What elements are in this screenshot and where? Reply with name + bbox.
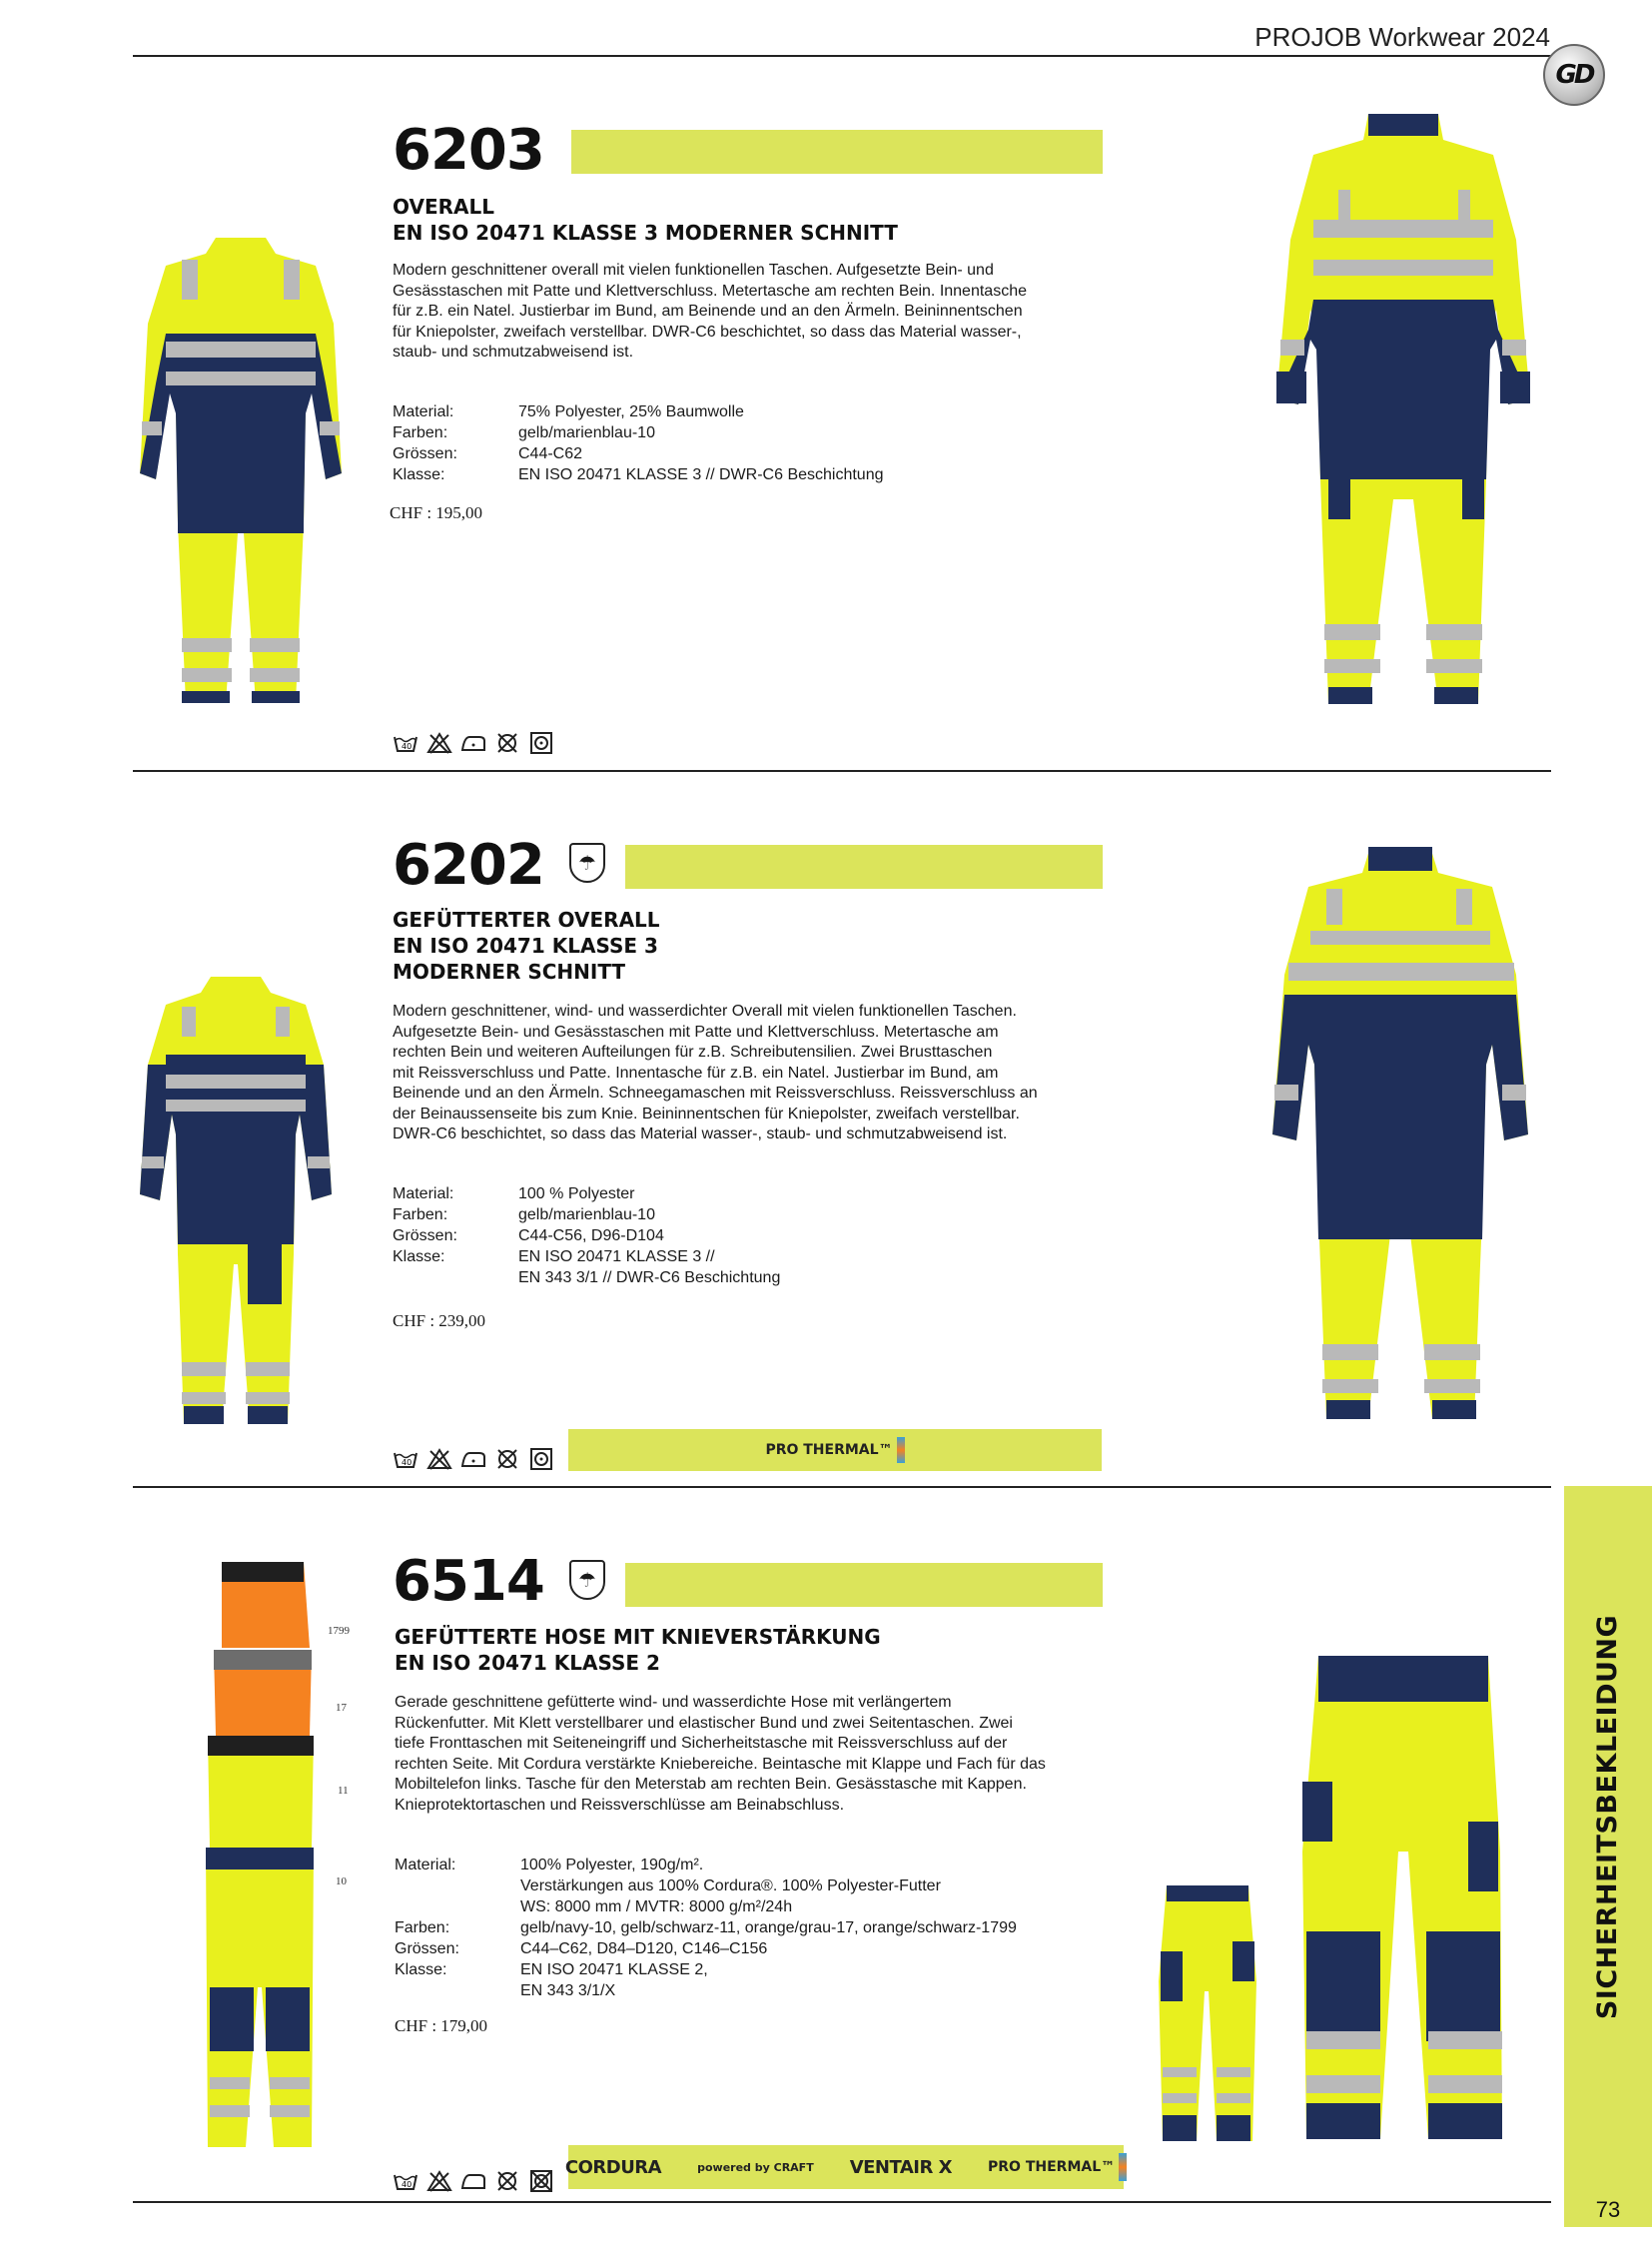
spec-label: Farben:: [395, 1919, 450, 1936]
spec-label: Klasse:: [393, 1248, 445, 1265]
desc-line: rechten Bein und weiteren Aufteilungen für z.B. Schreibutensilien. Zwei Brusttaschen: [393, 1044, 993, 1061]
spec-label: Klasse:: [393, 466, 445, 483]
spec-row: [395, 1959, 1017, 2001]
no-bleach-icon: [425, 1447, 453, 1471]
no-dryclean-icon: [493, 1447, 521, 1471]
spec-row: [393, 422, 884, 443]
bottom-rule: [133, 2201, 1551, 2203]
product-description: [395, 1693, 1046, 1816]
spec-label: Farben:: [393, 1206, 448, 1223]
wash-icon: [392, 1447, 419, 1471]
code-accent-bar: [571, 130, 1103, 174]
brand-name: powered by CRAFT: [697, 2160, 814, 2174]
desc-line: rechten Seite. Mit Cordura verstärkte Kniebereiche. Beintasche mit Klappe und Fach für das: [395, 1755, 1046, 1773]
desc-line: tiefe Fronttaschen mit Seiteneingriff und Sicherheitstasche mit Reissverschluss auf der: [395, 1735, 1008, 1752]
lined-overall-front-image: [1260, 845, 1540, 1424]
ventair-logo: [832, 2157, 970, 2178]
price: CHF : 195,00: [390, 503, 483, 522]
code-accent-bar: [625, 1563, 1103, 1607]
spec-label: Grössen:: [393, 445, 457, 462]
no-dryclean-icon: [493, 2169, 521, 2193]
svg-text:40: 40: [402, 1458, 413, 1467]
wash-icon: [392, 731, 419, 755]
spec-value: EN 343 3/1/X: [520, 1982, 616, 1999]
code-accent-bar: [625, 845, 1103, 889]
tumble-dry-icon: [527, 1447, 555, 1471]
price: CHF : 179,00: [395, 2016, 488, 2035]
title-line: GEFÜTTERTE HOSE MIT KNIEVERSTÄRKUNG: [395, 1625, 881, 1649]
spec-row: [393, 1225, 780, 1246]
spec-row: [393, 443, 884, 464]
section-divider: [133, 1486, 1551, 1488]
overall-front-image: [1268, 110, 1538, 709]
desc-line: Gerade geschnittene gefütterte wind- und wasserdichte Hose mit verlängertem: [395, 1694, 952, 1711]
variant-label: 17: [336, 1702, 347, 1714]
spec-row: [395, 1855, 1017, 1917]
tumble-dry-icon: [527, 731, 555, 755]
product-description: [393, 1002, 1038, 1145]
spec-table: [393, 1183, 780, 1288]
product-code: 6202: [393, 833, 544, 898]
desc-line: Aufgesetzte Bein- und Gesässtaschen mit Patte und Klettverschluss. Metertasche am: [393, 1023, 999, 1041]
header-title: PROJOB Workwear 2024: [1254, 22, 1550, 52]
spec-value: EN ISO 20471 KLASSE 2,: [520, 1961, 708, 1978]
spec-value: C44–C62, D84–D120, C146–C156: [520, 1940, 768, 1957]
care-icons: [392, 731, 555, 755]
spec-value: C44-C56, D96-D104: [518, 1227, 664, 1244]
spec-value: gelb/marienblau-10: [518, 1206, 655, 1223]
desc-line: für Kniepolster, zweifach verstellbar. DWR-C6 beschichtet, so dass das Material wasser-,: [393, 323, 1022, 341]
svg-text:40: 40: [402, 742, 413, 751]
section-divider: [133, 770, 1551, 772]
waterproof-shield-icon: ☂: [569, 1560, 605, 1600]
spec-row: [393, 1204, 780, 1225]
spec-row: [395, 1917, 1017, 1938]
spec-label: Klasse:: [395, 1961, 447, 1978]
spec-value: Verstärkungen aus 100% Cordura®. 100% Polyester-Futter: [520, 1877, 941, 1894]
spec-value: EN ISO 20471 KLASSE 3 // DWR-C6 Beschichtung: [518, 466, 884, 483]
spec-value: C44-C62: [518, 445, 583, 462]
desc-line: Mobiltelefon links. Tasche für den Meterstab am rechten Bein. Gesässtasche mit Kappen.: [395, 1776, 1027, 1793]
gd-logo-text: GD: [1555, 60, 1593, 90]
care-icons: [392, 1447, 555, 1471]
category-label: SICHERHEITSBEKLEIDUNG: [1592, 1614, 1624, 2019]
spec-value: EN ISO 20471 KLASSE 3 //: [518, 1248, 715, 1265]
product-title: [393, 194, 898, 246]
product-description: [393, 261, 1027, 364]
brand-bar: [564, 2145, 1124, 2189]
brand-name: VENTAIR X: [849, 2156, 953, 2178]
spec-value: 75% Polyester, 25% Baumwolle: [518, 403, 744, 420]
spec-row: [393, 1183, 780, 1204]
spec-value: gelb/navy-10, gelb/schwarz-11, orange/grau-17, orange/schwarz-1799: [520, 1919, 1017, 1936]
spec-table: [395, 1855, 1017, 2001]
pants-front-image: [1288, 1652, 1518, 2141]
spec-row: [393, 1246, 780, 1288]
waterproof-shield-icon: ☂: [569, 843, 605, 883]
lined-overall-back-image: [136, 975, 336, 1429]
header-rule: [133, 55, 1551, 57]
brand-name: PRO THERMAL™: [765, 1442, 893, 1458]
spec-value: EN 343 3/1 // DWR-C6 Beschichtung: [518, 1269, 781, 1286]
craft-logo: [679, 2161, 832, 2174]
desc-line: Rückenfutter. Mit Klett verstellbarer und elastischer Bund und zwei Seitentaschen. Zwei: [395, 1714, 1013, 1732]
desc-line: Gesässtaschen mit Patte und Klettverschluss. Metertasche am rechten Bein. Innentasche: [393, 282, 1027, 300]
spec-value: 100% Polyester, 190g/m².: [520, 1857, 704, 1873]
care-icons: [392, 2169, 555, 2193]
desc-line: staub- und schmutzabweisend ist.: [393, 344, 634, 361]
no-bleach-icon: [425, 731, 453, 755]
spec-label: Grössen:: [393, 1227, 457, 1244]
desc-line: DWR-C6 beschichtet, so dass das Material wasser-, staub- und schmutzabweisend ist.: [393, 1125, 1008, 1142]
iron-icon: [459, 1447, 487, 1471]
svg-text:40: 40: [402, 2180, 413, 2189]
pants-back-image: [1153, 1881, 1262, 2143]
spec-value: gelb/marienblau-10: [518, 424, 655, 441]
title-line: EN ISO 20471 KLASSE 3: [393, 934, 658, 958]
spec-row: [393, 464, 884, 485]
spec-label: Material:: [393, 1185, 454, 1202]
prothermal-flag-icon: [1119, 2153, 1127, 2181]
title-line: OVERALL: [393, 195, 494, 219]
product-title: [395, 1624, 881, 1676]
product-code: 6514: [393, 1549, 544, 1614]
spec-label: Material:: [395, 1857, 456, 1873]
spec-row: [393, 401, 884, 422]
wash-icon: [392, 2169, 419, 2193]
spec-value: 100 % Polyester: [518, 1185, 635, 1202]
product-title: [393, 907, 660, 985]
page-number: 73: [1595, 2197, 1621, 2222]
pants-color-variants-image: [200, 1558, 320, 2147]
title-line: MODERNER SCHNITT: [393, 960, 626, 984]
brand-name: CORDURA: [564, 2156, 662, 2178]
desc-line: Beinende und an den Ärmeln. Schneegamaschen mit Reissverschluss. Reissverschluss an: [393, 1085, 1038, 1102]
desc-line: Knieprotektortaschen und Reissverschlüsse am Beinabschluss.: [395, 1796, 845, 1814]
no-dryclean-icon: [493, 731, 521, 755]
cordura-logo: [547, 2157, 679, 2178]
overall-back-image: [136, 234, 346, 708]
category-label-wrap: [1564, 1486, 1652, 2147]
spec-label: Material:: [393, 403, 454, 420]
desc-line: Modern geschnittener, wind- und wasserdichter Overall mit vielen funktionellen Taschen.: [393, 1003, 1017, 1020]
title-line: EN ISO 20471 KLASSE 2: [395, 1651, 660, 1675]
desc-line: Modern geschnittener overall mit vielen funktionellen Taschen. Aufgesetzte Bein- und: [393, 262, 994, 279]
spec-label: Grössen:: [395, 1940, 459, 1957]
spec-table: [393, 401, 884, 485]
brand-name: PRO THERMAL™: [988, 2159, 1116, 2175]
no-bleach-icon: [425, 2169, 453, 2193]
desc-line: für z.B. ein Natel. Justierbar im Bund, am Beinende und an den Ärmeln. Beininnentschen: [393, 303, 1023, 320]
brand-bar: [568, 1429, 1102, 1471]
title-line: GEFÜTTERTER OVERALL: [393, 908, 660, 932]
spec-value: WS: 8000 mm / MVTR: 8000 g/m²/24h: [520, 1898, 793, 1915]
prothermal-logo: [970, 2153, 1145, 2181]
iron-icon: [459, 2169, 487, 2193]
desc-line: mit Reissverschluss und Patte. Innentasche für z.B. ein Natel. Justierbar im Bund, am: [393, 1064, 999, 1082]
variant-label: 1799: [328, 1625, 350, 1637]
desc-line: der Beinaussenseite bis zum Knie. Beininnentschen für Kniepolster, zweifach verstellbar.: [393, 1105, 1020, 1122]
prothermal-flag-icon: [897, 1437, 905, 1463]
prothermal-logo: [747, 1437, 922, 1463]
spec-row: [395, 1938, 1017, 1959]
title-line: EN ISO 20471 KLASSE 3 MODERNER SCHNITT: [393, 221, 898, 245]
iron-icon: [459, 731, 487, 755]
gd-logo: [1543, 44, 1605, 106]
price: CHF : 239,00: [393, 1311, 486, 1330]
product-code: 6203: [393, 118, 544, 183]
variant-label: 11: [338, 1785, 349, 1797]
spec-label: Farben:: [393, 424, 448, 441]
variant-label: 10: [336, 1875, 347, 1887]
